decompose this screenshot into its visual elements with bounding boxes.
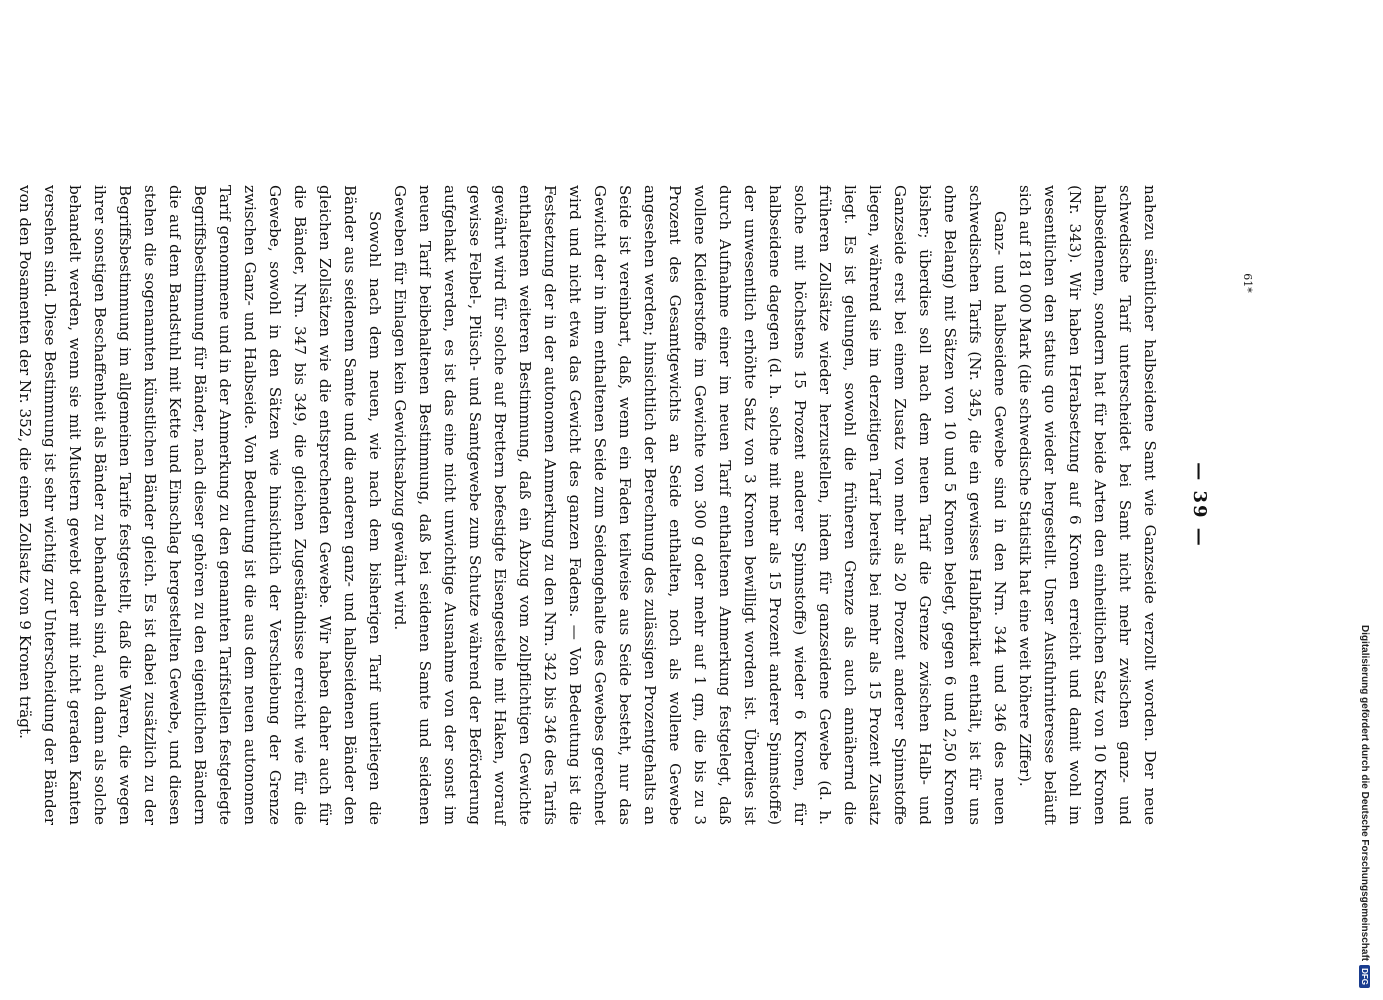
rotated-page — [16, 185, 1210, 825]
page-content — [16, 185, 1210, 825]
signature-mark — [1238, 268, 1254, 298]
paragraph-3: Sowohl nach dem neuen, wie nach dem bisherigen Tarif unterliegen die Bänder aus seidenem Samte und die anderen ganz- und halbseidenen Bänder den gleichen Zollsätzen wie die entsprechenden Gewebe. Wir haben daher auch für die Bänder, Nrn. 347 bis 349, die gleichen Zugeständnisse erreicht wie für die Gewebe, sowohl in den Sätzen wie hinsichtlich der Verschiebung der Grenze zwischen Ganz- und Halbseide. Von Bedeutung ist die aus dem neuen autonomen Tarif genommene und in der Anmerkung zu den genannten Tarifstellen festgelegte Begriffsbestimmung für Bänder, nach dieser gehören zu den eigentlichen Bändern die auf dem Bandstuhl mit Kette und Einschlag hergestellten Gewebe, und diesen stehen die sogenannten künstlichen Bänder gleich. Es ist dabei zusätzlich zu der Begriffsbestimmung im allgemeinen Tarife festgestellt, daß die Waren, die wegen ihrer sonstigen Beschaffenheit als Bänder zu behandeln sind, auch dann als solche behandelt werden, wenn sie mit Mustern gewebt oder mit nicht geraden Kanten versehen sind. Diese Bestimmung ist sehr wichtig zur Unterscheidung der Bänder von den Posamenten der Nr. 352, die einen Zollsatz von 9 Kronen trägt. — [16, 185, 384, 825]
credit-inner — [1353, 8, 1377, 988]
page-upright — [16, 185, 1210, 825]
paragraph-2: Ganz- und halbseidene Gewebe sind in den Nrn. 344 und 346 des neuen schwedischen Tarifs (Nr. 345, die ein gewisses Halbfabrikat enthält, ist für uns ohne Belang) mit Sätzen von 10 und 5 Kronen belegt, gegen 6 und 2,50 Kronen bisher; überdies soll nach dem neuen Tarif die Grenze zwischen Halb- und Ganzseide erst bei einem Zusatz von mehr als 20 Prozent anderer Spinnstoffe liegen, während sie im derzeitigen Tarif bereits bei mehr als 15 Prozent Zusatz liegt. Es ist gelungen, sowohl die früheren Grenze als auch annähernd die früheren Zollsätze wieder herzustellen, indem für ganzseidene Gewebe (d. h. solche mit höchstens 15 Prozent anderer Spinnstoffe) wieder 6 Kronen, für halbseidene dagegen (d. h. solche mit mehr als 15 Prozent anderer Spinnstoffe) der unwesentlich erhöhte Satz von 3 Kronen bewilligt worden ist. Überdies ist durch Aufnahme einer im neuen Tarif enthaltenen Anmerkung festgelegt, daß wollene Kleiderstoffe im Gewichte von 300 g oder mehr auf 1 qm, die bis zu 3 Prozent des Gesamtgewichts an Seide enthalten, noch als wollene Gewebe angesehen werden; hinsichtlich der Berechnung des zulässigen Prozentgehalts an Seide ist vereinbart, daß, wenn ein Faden teilweise aus Seide besteht, nur das Gewicht der in ihm enthaltenen Seide zum Seidengehalte des Gewebes gerechnet wird und nicht etwa das Gewicht des ganzen Fadens. — Von Bedeutung ist die Festsetzung der in der autonomen Anmerkung zu den Nrn. 342 bis 346 des Tarifs enthaltenen weiteren Bestimmung, daß ein Abzug vom zollpflichtigen Gewichte gewährt wird für solche auf Brettern befestigte Eisengestelle mit Haken, worauf gewisse Felbel-, Plüsch- und Samtgewebe zum Schutze während der Beförderung aufgehakt werden, es ist das eine nicht unwichtige Ausnahme von der sonst im neuen Tarif beibehaltenen Bestimmung, daß bei seidenen Samte und seidenen Geweben für Einlagen kein Gewichtsabzug gewährt wird. — [391, 185, 1009, 825]
body-text — [12, 185, 1162, 825]
page-header: — 39 — — [1189, 462, 1210, 548]
paragraph-1: nahezu sämtlicher halbseidene Samt wie Ganzseide verzollt worden. Der neue schwedische Tarif unterscheidet bei Samt nicht mehr zwischen ganz- und halbseidenem, sondern hat für beide Arten den einheitlichen Satz von 10 Kronen (Nr. 343). Wir haben Herabsetzung auf 6 Kronen erreicht und damit wohl im wesentlichen den status quo wieder hergestellt. Unser Ausfuhrinteresse beläuft sich auf 181 000 Mark (die schwedische Statistik hat eine weit höhere Ziffer). — [1016, 185, 1159, 825]
signature-text: 61* — [1241, 273, 1254, 293]
credit-text: Digitalisierung gefördert durch die Deutsche Forschungsgemeinschaft — [1359, 624, 1371, 962]
digitization-credit — [1353, 8, 1377, 988]
dfg-logo-icon: DFG — [1360, 965, 1371, 988]
